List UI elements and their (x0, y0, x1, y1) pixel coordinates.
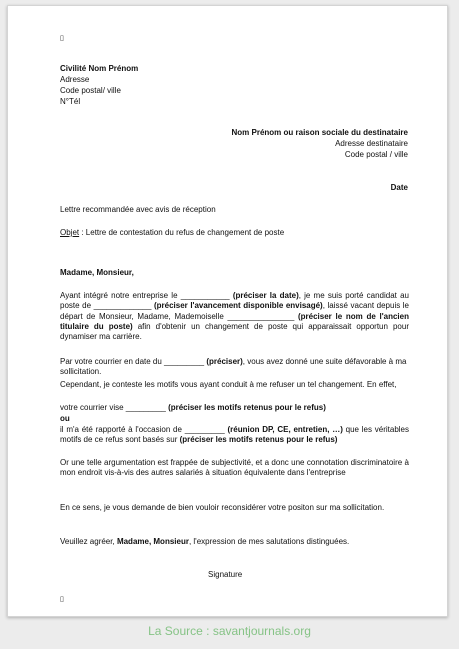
delivery-mode: Lettre recommandée avec avis de réception (60, 205, 216, 214)
p2-bold-b: (préciser) (206, 357, 243, 366)
paragraph-5 (60, 425, 409, 446)
paragraph-mark-icon: ▯ (60, 35, 64, 42)
p1-text-c: , je me suis porté candidat au poste de _____________ (60, 291, 409, 311)
p1-bold-b: (préciser la date) (232, 291, 299, 300)
closing-formula (60, 537, 409, 547)
p1-text-g: afin d'obtenir un changement de poste qui apparaissait opportun pour dynamiser ma carrière. (60, 321, 409, 342)
recipient-address: Adresse destinataire (335, 139, 408, 148)
recipient-postal: Code postal / ville (344, 150, 408, 159)
sender-name: Civilité Nom Prénom (60, 64, 139, 73)
signature: Signature (208, 570, 243, 579)
p1-bold-d: (préciser l'avancement disponible envisagé) (153, 301, 323, 311)
p2-text-a: Par votre courrier en date du _________ (60, 357, 207, 366)
object-label: Objet (60, 228, 80, 237)
sender-address: Adresse (60, 75, 90, 84)
p4-bold-b: (préciser les motifs retenus pour le refus) (168, 403, 326, 412)
paragraph-4 (60, 403, 409, 413)
closing-text-a: Veuillez agréer, (60, 537, 117, 546)
p2-text-c: , vous avez donné une suite défavorable à ma sollicitation. (60, 357, 407, 377)
p5-bold-b: (réunion DP, CE, entretien, …) (227, 425, 343, 434)
closing-bold-b: Madame, Monsieur (116, 537, 189, 546)
object-text: : Lettre de contestation du refus de changement de poste (79, 228, 285, 237)
paragraph-mark-icon: ▯ (60, 596, 64, 603)
or-word: ou (60, 414, 70, 423)
recipient-name: Nom Prénom ou raison sociale du destinataire (231, 128, 408, 137)
source-footer: La Source : savantjournals.org (148, 624, 311, 638)
letter-page (7, 5, 448, 617)
object-line (60, 228, 284, 238)
date: Date (390, 183, 408, 192)
paragraph-3: Cependant, je conteste les motifs vous ayant conduit à me refuser un tel changement. En effet, (60, 380, 397, 389)
p1-text-a: Ayant intégré notre entreprise le ___________ (60, 291, 233, 300)
paragraph-7: En ce sens, je vous demande de bien vouloir reconsidérer votre positon sur ma sollicitation. (60, 503, 385, 512)
paragraph-6: Or une telle argumentation est frappée de subjectivité, et a donc une connotation discriminatoire à mon endroit vis-à-vis des autres salariés à situation équivalente dans l'entreprise (60, 458, 409, 478)
sender-postal: Code postal/ ville (60, 86, 121, 95)
closing-text-c: , l'expression de mes salutations distinguées. (188, 537, 350, 546)
paragraph-2 (60, 357, 409, 378)
p1-text-e: , laissé vacant depuis le départ de Monsieur, Madame, Mademoiselle _______________ (60, 301, 410, 321)
p4-text-a: votre courrier vise _________ (60, 403, 169, 412)
p5-text-c: que les véritables motifs de ce refus sont basés sur (60, 425, 409, 445)
p1-bold-f: (préciser le nom de l'ancien titulaire du poste) (60, 311, 409, 331)
p5-text-a: il m'a été rapporté à l'occasion de _________ (60, 425, 228, 434)
p5-bold-d: (préciser les motifs retenus pour le refus) (179, 435, 338, 445)
salutation: Madame, Monsieur, (60, 268, 134, 277)
paragraph-1 (60, 291, 409, 342)
sender-phone: N°Tél (60, 97, 81, 106)
